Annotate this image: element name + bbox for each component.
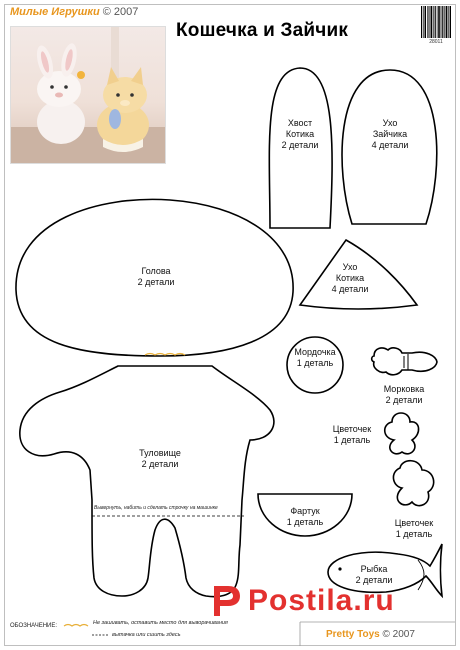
carrot-label-count: 2 детали xyxy=(385,395,423,405)
flower-pattern-2 xyxy=(393,461,433,506)
tail-label-owner: Котика xyxy=(285,129,315,139)
muzzle-label xyxy=(294,347,335,369)
flower2-label xyxy=(395,518,434,540)
apron-label-count: 1 деталь xyxy=(286,517,324,527)
brand-year: © 2007 xyxy=(102,6,139,18)
page-title: Кошечка и Зайчик xyxy=(176,20,349,41)
head-label-name: Голова xyxy=(141,266,171,276)
footer-brand xyxy=(326,629,415,640)
carrot-label xyxy=(384,384,425,406)
flower1-label-count: 1 деталь xyxy=(333,435,371,445)
cat-ear-label xyxy=(332,262,369,295)
footer-brand-year: © 2007 xyxy=(382,629,415,640)
carrot-label-name: Морковка xyxy=(383,384,425,394)
flower1-label xyxy=(333,424,372,446)
legend-opening-text: Не зашивать, оставить место для выворачивания xyxy=(93,620,228,626)
body-pattern xyxy=(20,366,274,597)
apron-label-name: Фартук xyxy=(290,506,320,516)
cat-ear-label-owner: Котика xyxy=(335,273,365,283)
flower2-label-name: Цветочек xyxy=(394,518,434,528)
muzzle-label-count: 1 деталь xyxy=(296,358,334,368)
body-label xyxy=(139,448,181,470)
fish-label-name: Рыбка xyxy=(360,564,388,574)
bunny-ear-label-count: 4 детали xyxy=(371,140,409,150)
body-label-name: Туловище xyxy=(139,448,181,458)
tail-label-name: Хвост xyxy=(287,118,313,128)
muzzle-label-name: Мордочка xyxy=(294,347,336,357)
fish-label-count: 2 детали xyxy=(355,575,393,585)
brand-name: Милые Игрушки xyxy=(10,6,100,18)
bunny-ear-label-owner: Зайчика xyxy=(372,129,408,139)
flower1-label-name: Цветочек xyxy=(332,424,372,434)
body-label-count: 2 детали xyxy=(141,459,179,469)
barcode-number: 28011 xyxy=(429,39,443,45)
cat-ear-label-count: 4 детали xyxy=(331,284,369,294)
body-seam-hint: Вывернуть, набить и сделать строчку на машинке xyxy=(94,505,218,511)
tail-label-count: 2 детали xyxy=(281,140,319,150)
bunny-ear-label-name: Ухо xyxy=(382,118,398,128)
watermark-text: Postila.ru xyxy=(248,584,395,617)
flower2-label-count: 1 деталь xyxy=(395,529,433,539)
tail-label xyxy=(282,118,319,151)
postila-logo-icon xyxy=(206,580,246,620)
flower-pattern-1 xyxy=(385,413,419,454)
head-label xyxy=(138,266,175,288)
footer-brand-name: Pretty Toys xyxy=(326,629,380,640)
bunny-ear-label xyxy=(372,118,409,151)
cat-ear-label-name: Ухо xyxy=(342,262,358,272)
fish-label xyxy=(356,564,393,586)
head-label-count: 2 детали xyxy=(137,277,175,287)
legend-dart-text: вытачка или сшить здесь xyxy=(112,632,181,638)
apron-label xyxy=(287,506,323,528)
legend-title: ОБОЗНАЧЕНИЕ: xyxy=(10,623,58,629)
